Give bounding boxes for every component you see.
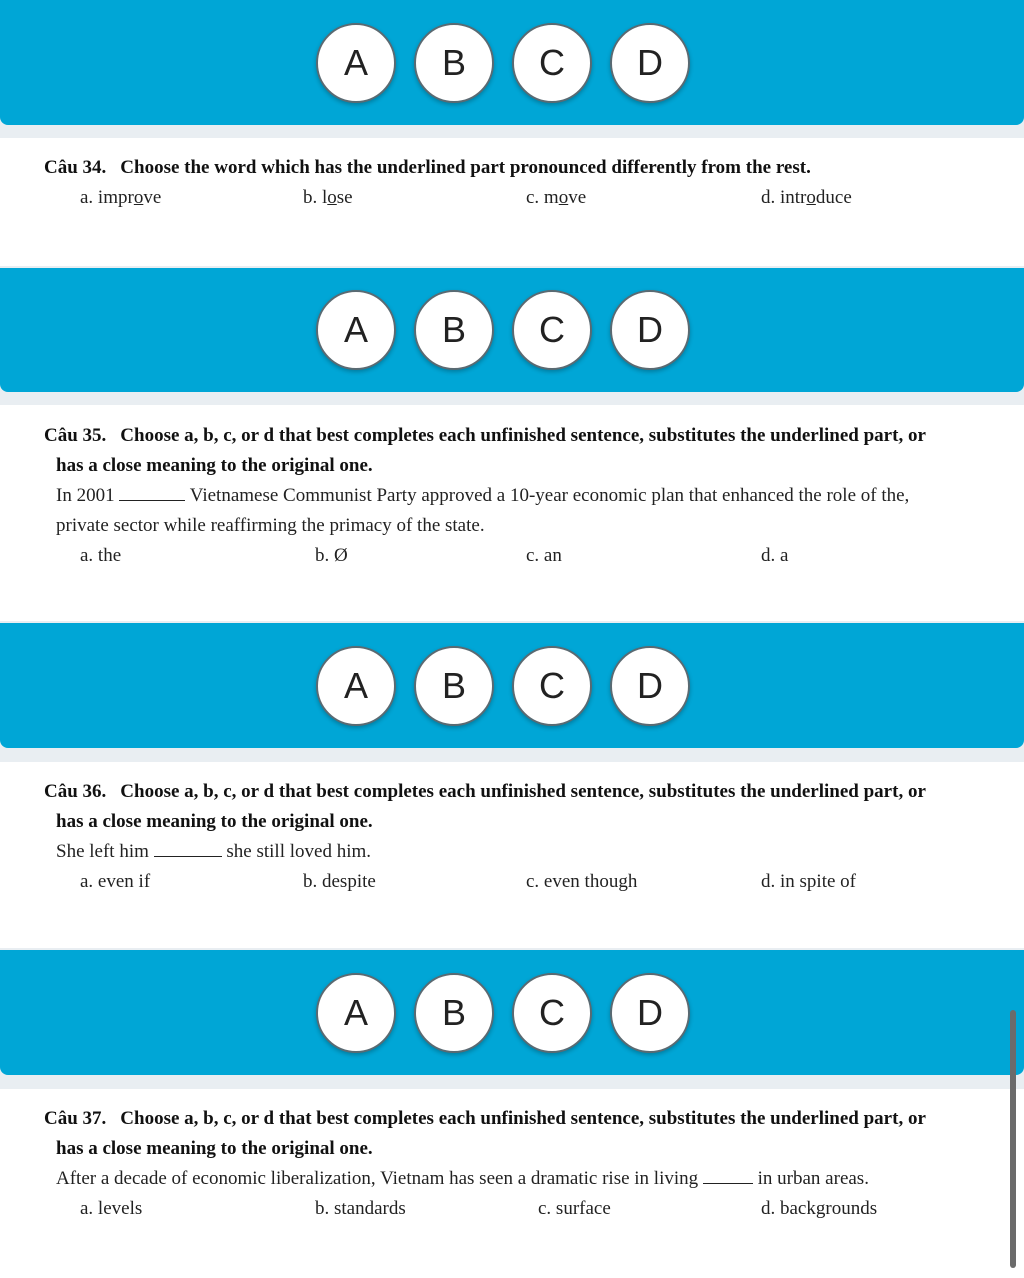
answer-band [0,950,1024,1075]
question-prompt-continued: has a close meaning to the original one. [56,811,373,832]
question-header [44,1104,974,1134]
option-c[interactable]: c. even though [526,871,638,892]
answer-choice-b[interactable]: B [414,290,494,370]
option-d[interactable]: d. backgrounds [761,1198,878,1219]
option-d[interactable]: d. in spite of [761,871,856,892]
option-c[interactable]: c. surface [538,1198,611,1219]
answer-blank [154,838,222,857]
answer-choice-c[interactable]: C [512,646,592,726]
question-prompt-continued: has a close meaning to the original one. [56,1138,373,1159]
option-a[interactable]: a. the [80,545,122,566]
question-sentence: In 2001 Vietnamese Communist Party approved a 10-year economic plan that enhanced the role of the, [44,481,974,511]
options-row [44,183,974,213]
option-c[interactable]: c. move [526,187,587,208]
option-b[interactable]: b. lose [303,187,353,208]
question-card [0,1089,1024,1278]
option-d[interactable]: d. introduce [761,187,852,208]
option-b[interactable]: b. Ø [315,545,348,566]
question-prompt: Choose the word which has the underlined part pronounced differently from the rest. [120,157,811,178]
answer-band [0,268,1024,392]
question-number: Câu 34. [44,157,107,178]
option-a[interactable]: a. levels [80,1198,143,1219]
question-card [0,762,1024,948]
question-prompt-continued: has a close meaning to the original one. [56,455,373,476]
question-header [44,777,974,807]
question-sentence-continued: private sector while reaffirming the primacy of the state. [56,515,485,536]
scrollbar-thumb[interactable] [1010,1010,1016,1268]
answer-choice-d[interactable]: D [610,646,690,726]
answer-choice-b[interactable]: B [414,646,494,726]
question-prompt: Choose a, b, c, or d that best completes each unfinished sentence, substitutes the underlined part, or [120,1108,926,1129]
answer-band [0,0,1024,125]
question-prompt: Choose a, b, c, or d that best completes each unfinished sentence, substitutes the underlined part, or [120,781,926,802]
question-card [0,138,1024,266]
answer-blank [119,482,185,501]
answer-choice-c[interactable]: C [512,290,592,370]
question-number: Câu 35. [44,425,107,446]
answer-choice-a[interactable]: A [316,23,396,103]
answer-choice-c[interactable]: C [512,973,592,1053]
answer-band [0,623,1024,748]
question-card [0,405,1024,621]
answer-choice-c[interactable]: C [512,23,592,103]
options-row [44,541,974,571]
question-number: Câu 36. [44,781,107,802]
question-sentence: After a decade of economic liberalization, Vietnam has seen a dramatic rise in living in urban areas. [44,1164,974,1194]
answer-choice-a[interactable]: A [316,290,396,370]
option-c[interactable]: c. an [526,545,562,566]
option-a[interactable]: a. even if [80,871,151,892]
answer-choice-b[interactable]: B [414,973,494,1053]
question-header [44,421,974,451]
options-row [44,867,974,897]
option-b[interactable]: b. despite [303,871,376,892]
options-row [44,1194,974,1224]
question-number: Câu 37. [44,1108,107,1129]
answer-choice-a[interactable]: A [316,646,396,726]
question-prompt: Choose a, b, c, or d that best completes each unfinished sentence, substitutes the underlined part, or [120,425,926,446]
option-a[interactable]: a. improve [80,187,162,208]
question-header [44,153,974,183]
answer-choice-d[interactable]: D [610,23,690,103]
answer-blank [703,1165,753,1184]
option-d[interactable]: d. a [761,545,789,566]
option-b[interactable]: b. standards [315,1198,406,1219]
question-sentence: She left him she still loved him. [44,837,974,867]
answer-choice-d[interactable]: D [610,290,690,370]
answer-choice-b[interactable]: B [414,23,494,103]
answer-choice-d[interactable]: D [610,973,690,1053]
answer-choice-a[interactable]: A [316,973,396,1053]
